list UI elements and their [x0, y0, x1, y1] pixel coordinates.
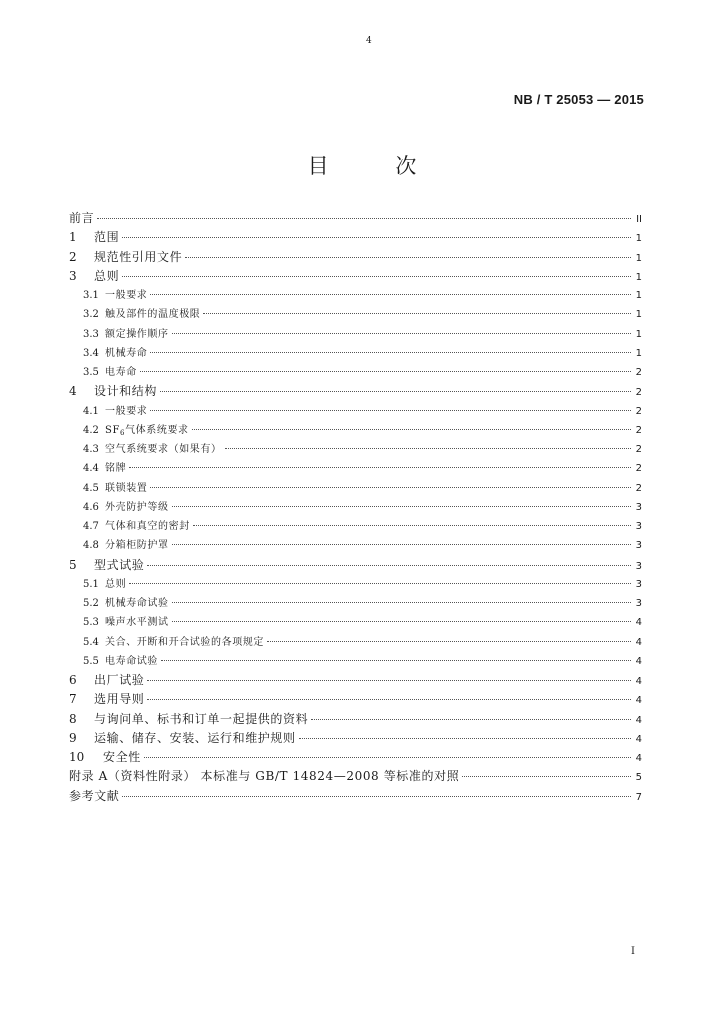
toc-entry-label: 参考文献 — [69, 788, 120, 803]
toc-entry-5-3[interactable] — [69, 613, 642, 632]
toc-entry-label: 气体和真空的密封 — [105, 521, 190, 532]
toc-entry-page: 3 — [635, 521, 642, 532]
toc-entry-page: 4 — [635, 714, 642, 726]
toc-entry-label: 机械寿命试验 — [105, 598, 169, 609]
toc-entry-9[interactable] — [69, 729, 642, 748]
dot-leader — [160, 391, 631, 392]
toc-entry-page: 4 — [635, 617, 642, 629]
toc-entry-page: 1 — [635, 271, 642, 283]
toc-entry-number: 5 — [69, 557, 77, 572]
toc-entry-page: 1 — [635, 309, 642, 321]
toc-entry-number: 9 — [69, 730, 77, 745]
dot-leader — [172, 506, 631, 507]
toc-entry-4-5[interactable] — [69, 479, 642, 498]
toc-entry-1[interactable] — [69, 228, 642, 247]
toc-entry-6[interactable] — [69, 671, 642, 690]
dot-leader — [462, 776, 631, 777]
dot-leader — [172, 333, 631, 334]
toc-entry-label: 运输、储存、安装、运行和维护规则 — [94, 730, 296, 745]
page-number: I — [631, 946, 635, 957]
toc-entry-4-4[interactable] — [69, 459, 642, 478]
toc-entry-label: 附录 A（资料性附录） 本标准与 GB/T 14824—2008 等标准的对照 — [69, 769, 460, 784]
toc-entry-4-8[interactable] — [69, 536, 642, 555]
dot-leader — [147, 699, 631, 700]
toc-entry-5-1[interactable] — [69, 575, 642, 594]
toc-entry-label: 电寿命试验 — [105, 655, 158, 667]
dot-leader — [172, 544, 631, 545]
toc-entry-3-1[interactable] — [69, 286, 642, 305]
toc-entry-number: 4.2 — [83, 424, 99, 436]
table-of-contents — [69, 209, 642, 806]
toc-entry-number: 3 — [69, 268, 77, 283]
dot-leader — [122, 237, 631, 238]
toc-entry-page: II — [636, 214, 642, 225]
toc-entry-number: 5.5 — [83, 655, 99, 667]
toc-entry-3-4[interactable] — [69, 344, 642, 363]
toc-entry-3-2[interactable] — [69, 305, 642, 324]
dot-leader — [267, 641, 631, 642]
toc-entry-number: 5.3 — [83, 617, 99, 629]
toc-entry-number: 5.4 — [83, 636, 99, 648]
dot-leader — [150, 487, 631, 488]
toc-entry-number: 8 — [69, 711, 77, 726]
toc-entry-label: 关合、开断和开合试验的各项规定 — [105, 636, 264, 648]
toc-entry-page: 1 — [635, 290, 642, 301]
toc-title: 目 次 — [307, 154, 447, 178]
toc-entry-number: 4.4 — [83, 463, 99, 475]
dot-leader — [122, 796, 631, 797]
toc-entry-number: 4.7 — [83, 521, 99, 532]
toc-entry-label: 规范性引用文件 — [94, 249, 183, 264]
dot-leader — [122, 276, 631, 277]
toc-entry-label: 一般要求 — [105, 405, 148, 417]
toc-entry-label: 前言 — [69, 211, 95, 225]
top-mark: 4 — [366, 36, 372, 46]
dot-leader — [299, 738, 631, 739]
toc-entry-page: 2 — [635, 444, 642, 455]
toc-entry-number: 3.3 — [83, 328, 99, 340]
toc-entry-label: 额定操作顺序 — [105, 328, 169, 340]
dot-leader — [140, 371, 631, 372]
toc-entry-page: 1 — [635, 233, 642, 245]
toc-entry-page: 4 — [635, 753, 642, 764]
toc-entry-label: 触及部件的温度极限 — [105, 309, 201, 321]
toc-entry-3-5[interactable] — [69, 363, 642, 382]
toc-entry-page: 4 — [635, 695, 642, 707]
dot-leader — [129, 583, 631, 584]
toc-entry-5-5[interactable] — [69, 652, 642, 671]
toc-entry-page: 3 — [635, 560, 642, 572]
toc-entry-5-2[interactable] — [69, 594, 642, 613]
toc-entry-4[interactable] — [69, 382, 642, 401]
dot-leader — [150, 294, 631, 295]
toc-entry-page: 2 — [635, 405, 642, 417]
toc-entry-label: 总则 — [94, 268, 120, 283]
toc-entry-number: 7 — [69, 692, 77, 707]
toc-entry-page: 4 — [635, 733, 642, 745]
toc-entry-4-2[interactable] — [69, 421, 642, 440]
toc-entry-page: 1 — [635, 347, 642, 359]
toc-entry-number: 3.5 — [83, 367, 99, 378]
sf6-prefix: SF — [105, 424, 120, 436]
toc-entry-8[interactable] — [69, 710, 642, 729]
toc-entry-3[interactable] — [69, 267, 642, 286]
toc-entry-label: 与询问单、标书和订单一起提供的资料 — [94, 711, 309, 726]
dot-leader — [150, 352, 631, 353]
dot-leader — [129, 467, 631, 468]
toc-entry-10[interactable] — [69, 748, 642, 767]
dot-leader — [311, 719, 631, 720]
toc-entry-label: 联锁装置 — [105, 482, 148, 494]
toc-entry-number: 4.5 — [83, 482, 99, 494]
toc-entry-4-1[interactable] — [69, 402, 642, 421]
toc-entry-page: 4 — [635, 636, 642, 648]
toc-entry-number: 5.1 — [83, 578, 99, 590]
toc-entry-page: 2 — [635, 387, 642, 399]
toc-entry-number: 3.1 — [83, 290, 99, 301]
dot-leader — [203, 313, 631, 314]
toc-entry-label: 空气系统要求（如果有） — [105, 444, 222, 455]
toc-entry-page: 4 — [635, 676, 642, 687]
toc-entry-number: 2 — [69, 249, 77, 264]
toc-entry-page: 3 — [635, 540, 642, 552]
toc-entry-4-6[interactable] — [69, 498, 642, 517]
toc-entry-page: 1 — [635, 328, 642, 340]
toc-entry-number: 4 — [69, 384, 77, 399]
toc-entry-label: 范围 — [94, 230, 120, 245]
toc-entry-page: 3 — [635, 598, 642, 609]
toc-entry-2[interactable] — [69, 248, 642, 267]
toc-entry-label: 安全性 — [103, 750, 141, 764]
toc-entry-page: 2 — [635, 463, 642, 475]
toc-entry-page: 2 — [635, 367, 642, 378]
toc-entry-number: 6 — [69, 673, 77, 687]
toc-entry-number: 3.2 — [83, 309, 99, 321]
toc-entry-appendix-a[interactable] — [69, 767, 642, 786]
toc-entry-label: 总则 — [105, 578, 127, 590]
toc-entry-page: 3 — [635, 578, 642, 590]
toc-entry-page: 2 — [635, 424, 642, 436]
toc-entry-number: 4.3 — [83, 444, 99, 455]
dot-leader — [150, 410, 631, 411]
dot-leader — [97, 218, 631, 219]
toc-entry-label: 电寿命 — [105, 367, 137, 378]
toc-entry-label: 选用导则 — [94, 692, 145, 707]
toc-entry-number: 3.4 — [83, 347, 99, 359]
toc-entry-label: 铭牌 — [105, 463, 127, 475]
toc-entry-page: 2 — [635, 482, 642, 494]
toc-entry-page: 7 — [635, 791, 642, 803]
dot-leader — [161, 660, 631, 661]
toc-entry-references[interactable] — [69, 787, 642, 806]
toc-entry-label-text: 气体系统要求 — [125, 424, 189, 436]
dot-leader — [225, 448, 631, 449]
toc-entry-number: 1 — [69, 230, 77, 245]
dot-leader — [192, 429, 631, 430]
toc-entry-foreword[interactable] — [69, 209, 642, 228]
toc-entry-page: 4 — [635, 655, 642, 667]
dot-leader — [144, 757, 631, 758]
sf6-subscript: 6 — [120, 428, 126, 437]
toc-entry-label: 分箱柜防护罩 — [105, 540, 169, 552]
toc-entry-page: 3 — [635, 501, 642, 513]
toc-entry-page: 5 — [635, 772, 642, 784]
dot-leader — [172, 621, 631, 622]
toc-entry-3-3[interactable] — [69, 325, 642, 344]
toc-entry-number: 10 — [69, 750, 85, 764]
toc-entry-label: 噪声水平测试 — [105, 617, 169, 629]
toc-entry-label: 外壳防护等级 — [105, 501, 169, 513]
toc-entry-label: 机械寿命 — [105, 347, 148, 359]
standard-number: NB / T 25053 — 2015 — [513, 92, 644, 107]
toc-entry-label: 型式试验 — [94, 557, 145, 572]
toc-entry-number: 4.8 — [83, 540, 99, 552]
dot-leader — [172, 602, 631, 603]
toc-entry-label: 一般要求 — [105, 290, 148, 301]
toc-entry-number: 4.1 — [83, 405, 99, 417]
dot-leader — [193, 525, 631, 526]
toc-entry-7[interactable] — [69, 690, 642, 709]
toc-entry-4-7[interactable] — [69, 517, 642, 536]
toc-entry-label: 出厂试验 — [94, 673, 145, 687]
toc-entry-number: 4.6 — [83, 501, 99, 513]
toc-entry-number: 5.2 — [83, 598, 99, 609]
dot-leader — [147, 680, 631, 681]
toc-entry-4-3[interactable] — [69, 440, 642, 459]
toc-entry-5[interactable] — [69, 556, 642, 575]
dot-leader — [147, 565, 631, 566]
toc-entry-5-4[interactable] — [69, 633, 642, 652]
dot-leader — [185, 257, 631, 258]
toc-entry-label: 设计和结构 — [94, 384, 158, 399]
toc-entry-page: 1 — [635, 252, 642, 264]
